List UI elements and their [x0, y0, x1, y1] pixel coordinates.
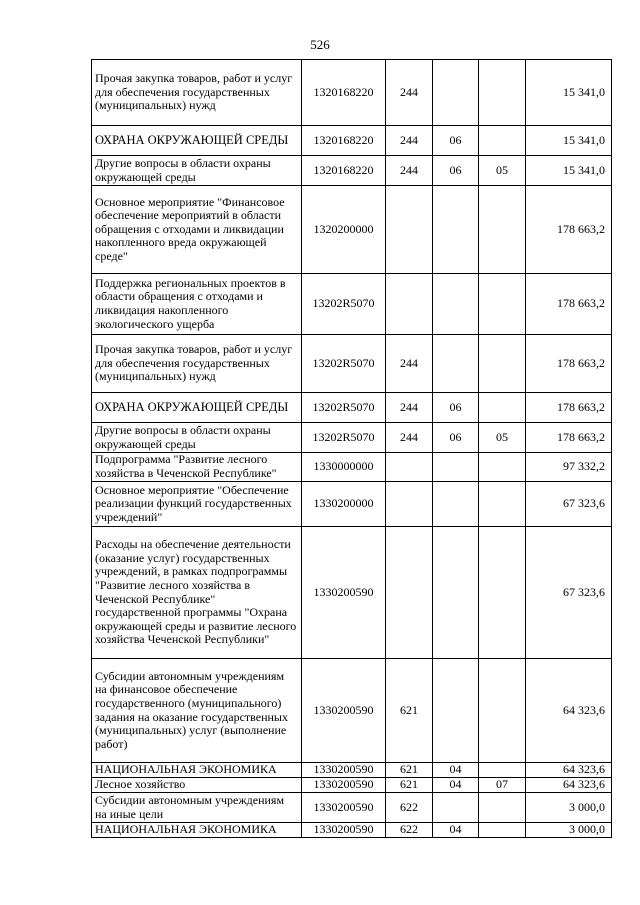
row-amount: 178 663,2: [526, 393, 612, 423]
row-section: [433, 274, 479, 335]
table-row: [92, 274, 612, 335]
row-section: [433, 186, 479, 274]
row-target-code: 1330200000: [302, 482, 386, 527]
row-name: Субсидии автономным учреждениям на иные цели: [92, 793, 302, 823]
table-row: [92, 763, 612, 778]
row-subsection: [479, 60, 526, 126]
row-name: Основное мероприятие "Обеспечение реализации функций государственных учреждений": [92, 482, 302, 527]
row-name: Субсидии автономным учреждениям на финансовое обеспечение государственного (муниципального) задания на оказание государственных (муниципальных) услуг (выполнение работ): [92, 659, 302, 763]
table-row: [92, 482, 612, 527]
row-subsection: [479, 527, 526, 659]
row-name: Лесное хозяйство: [92, 778, 302, 793]
row-section: 06: [433, 393, 479, 423]
row-target-code: 13202R5070: [302, 274, 386, 335]
row-subsection: [479, 482, 526, 527]
row-target-code: 1330200590: [302, 527, 386, 659]
row-expense-type: 622: [386, 823, 433, 838]
row-amount: 178 663,2: [526, 186, 612, 274]
row-subsection: [479, 763, 526, 778]
row-amount: 15 341,0: [526, 60, 612, 126]
row-amount: 67 323,6: [526, 482, 612, 527]
row-subsection: 05: [479, 423, 526, 453]
row-amount: 15 341,0: [526, 126, 612, 156]
row-section: [433, 335, 479, 393]
row-expense-type: [386, 274, 433, 335]
row-expense-type: [386, 186, 433, 274]
table-row: [92, 659, 612, 763]
row-name: НАЦИОНАЛЬНАЯ ЭКОНОМИКА: [92, 763, 302, 778]
row-amount: 64 323,6: [526, 659, 612, 763]
row-amount: 3 000,0: [526, 793, 612, 823]
row-amount: 178 663,2: [526, 274, 612, 335]
row-amount: 178 663,2: [526, 423, 612, 453]
row-target-code: 13202R5070: [302, 423, 386, 453]
row-section: [433, 793, 479, 823]
table-row: [92, 156, 612, 186]
row-target-code: 1330200590: [302, 763, 386, 778]
row-subsection: [479, 659, 526, 763]
row-expense-type: 244: [386, 423, 433, 453]
row-expense-type: [386, 482, 433, 527]
row-expense-type: 621: [386, 659, 433, 763]
table-row: [92, 335, 612, 393]
row-target-code: 1330200590: [302, 659, 386, 763]
row-section: 04: [433, 763, 479, 778]
row-amount: 67 323,6: [526, 527, 612, 659]
row-section: 06: [433, 423, 479, 453]
row-subsection: [479, 793, 526, 823]
row-section: [433, 482, 479, 527]
row-target-code: 1330000000: [302, 453, 386, 482]
row-subsection: 07: [479, 778, 526, 793]
row-subsection: [479, 186, 526, 274]
row-section: 06: [433, 126, 479, 156]
row-expense-type: 244: [386, 335, 433, 393]
row-section: 04: [433, 778, 479, 793]
table-row: [92, 527, 612, 659]
row-section: 06: [433, 156, 479, 186]
row-target-code: 1320168220: [302, 126, 386, 156]
row-target-code: 1330200590: [302, 823, 386, 838]
table-row: [92, 793, 612, 823]
row-name: Другие вопросы в области охраны окружающей среды: [92, 156, 302, 186]
row-subsection: [479, 823, 526, 838]
table-row: [92, 126, 612, 156]
row-expense-type: [386, 527, 433, 659]
row-amount: 178 663,2: [526, 335, 612, 393]
row-section: 04: [433, 823, 479, 838]
row-target-code: 1320200000: [302, 186, 386, 274]
row-name: Другие вопросы в области охраны окружающей среды: [92, 423, 302, 453]
row-expense-type: 244: [386, 393, 433, 423]
row-name: Расходы на обеспечение деятельности (оказание услуг) государственных учреждений, в рамках подпрограммы "Развитие лесного хозяйства в Чеченской Республике" государственной программы "Охрана окружающей среды и развитие лесного хозяйства Чеченской Республики": [92, 527, 302, 659]
budget-table-body: [92, 60, 612, 838]
row-target-code: 1320168220: [302, 156, 386, 186]
row-target-code: 1330200590: [302, 778, 386, 793]
row-amount: 15 341,0: [526, 156, 612, 186]
row-amount: 64 323,6: [526, 763, 612, 778]
table-row: [92, 186, 612, 274]
table-row: [92, 393, 612, 423]
row-subsection: [479, 126, 526, 156]
budget-table: [91, 59, 612, 838]
row-expense-type: 621: [386, 778, 433, 793]
table-row: [92, 778, 612, 793]
table-row: [92, 823, 612, 838]
row-amount: 3 000,0: [526, 823, 612, 838]
row-expense-type: 622: [386, 793, 433, 823]
row-section: [433, 527, 479, 659]
row-expense-type: [386, 453, 433, 482]
row-section: [433, 453, 479, 482]
row-expense-type: 244: [386, 126, 433, 156]
row-subsection: [479, 274, 526, 335]
row-subsection: [479, 453, 526, 482]
row-name: ОХРАНА ОКРУЖАЮЩЕЙ СРЕДЫ: [92, 126, 302, 156]
row-name: Прочая закупка товаров, работ и услуг для обеспечения государственных (муниципальных) нужд: [92, 335, 302, 393]
row-target-code: 1320168220: [302, 60, 386, 126]
row-target-code: 13202R5070: [302, 393, 386, 423]
table-row: [92, 60, 612, 126]
row-name: Прочая закупка товаров, работ и услуг для обеспечения государственных (муниципальных) нужд: [92, 60, 302, 126]
row-amount: 64 323,6: [526, 778, 612, 793]
row-amount: 97 332,2: [526, 453, 612, 482]
row-subsection: [479, 393, 526, 423]
table-row: [92, 453, 612, 482]
row-section: [433, 60, 479, 126]
row-section: [433, 659, 479, 763]
row-name: НАЦИОНАЛЬНАЯ ЭКОНОМИКА: [92, 823, 302, 838]
row-target-code: 1330200590: [302, 793, 386, 823]
page-number: 526: [310, 37, 330, 52]
row-expense-type: 621: [386, 763, 433, 778]
row-subsection: [479, 335, 526, 393]
table-row: [92, 423, 612, 453]
row-name: Основное мероприятие "Финансовое обеспечение мероприятий в области обращения с отходами и ликвидации накопленного вреда окружающей среде": [92, 186, 302, 274]
row-name: Поддержка региональных проектов в области обращения с отходами и ликвидация накопленного экологического ущерба: [92, 274, 302, 335]
row-expense-type: 244: [386, 60, 433, 126]
row-target-code: 13202R5070: [302, 335, 386, 393]
row-expense-type: 244: [386, 156, 433, 186]
row-subsection: 05: [479, 156, 526, 186]
row-name: ОХРАНА ОКРУЖАЮЩЕЙ СРЕДЫ: [92, 393, 302, 423]
row-name: Подпрограмма "Развитие лесного хозяйства в Чеченской Республике": [92, 453, 302, 482]
